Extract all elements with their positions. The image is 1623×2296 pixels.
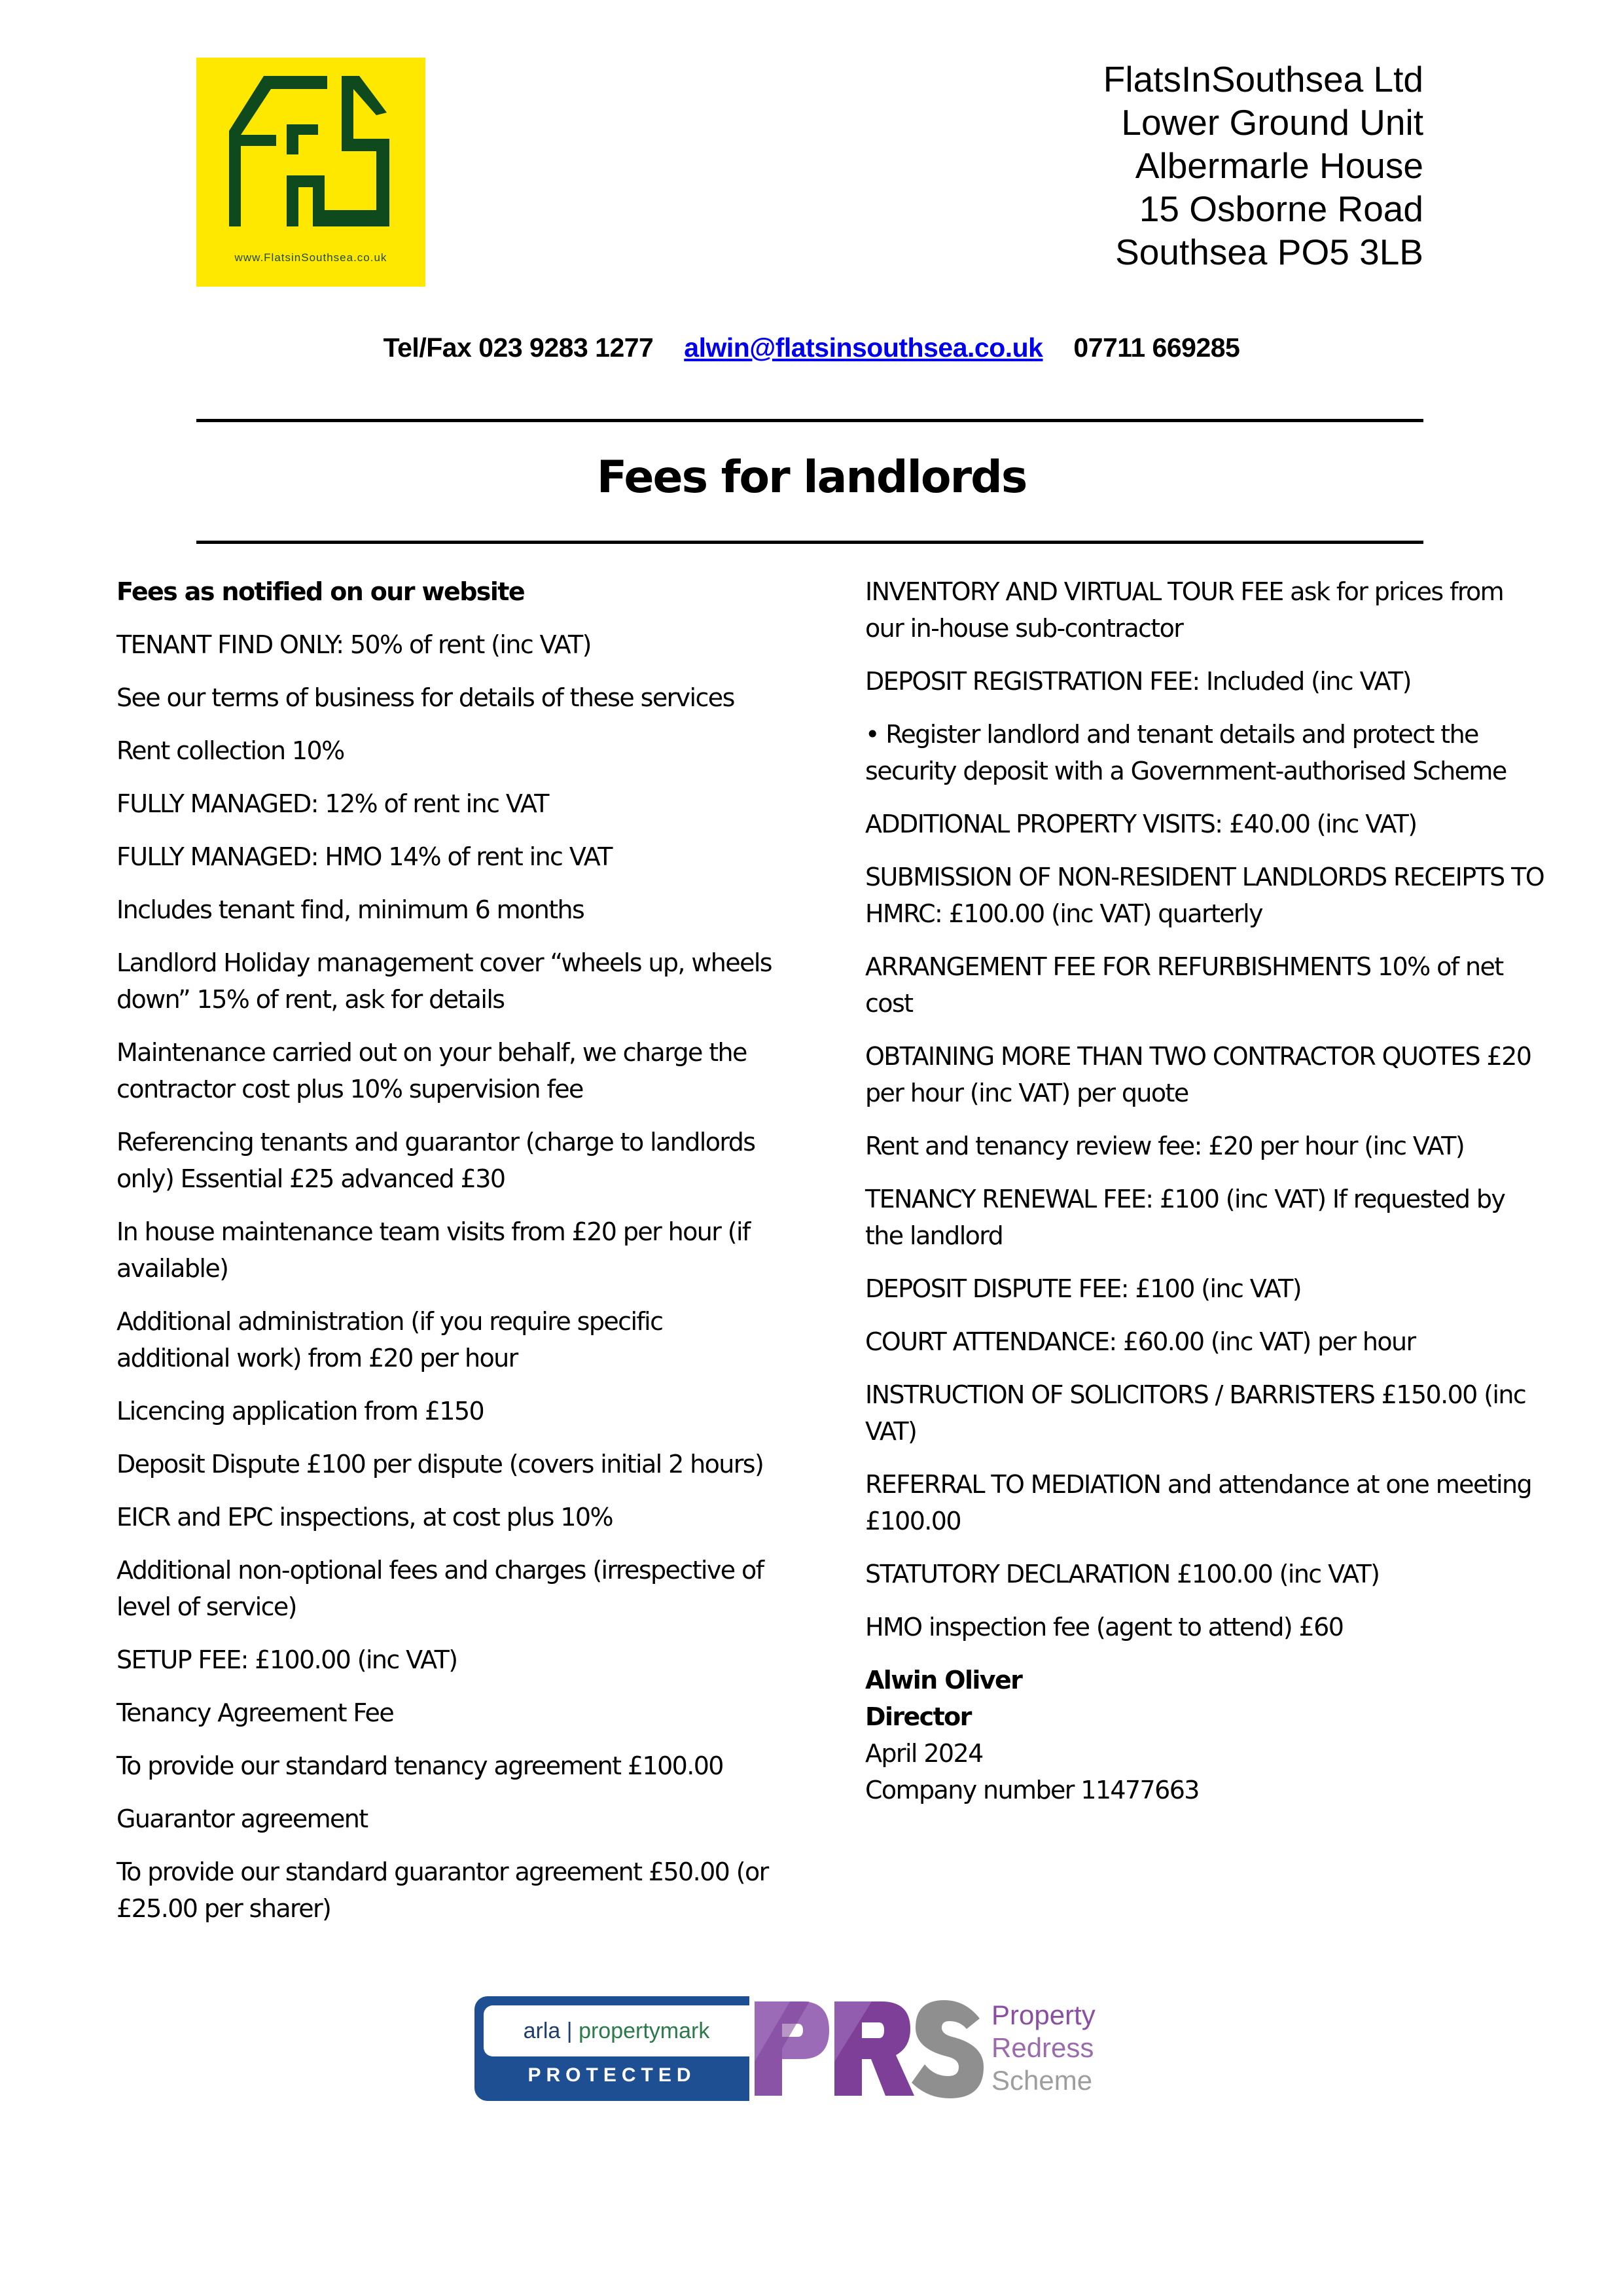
fee-item: EICR and EPC inspections, at cost plus 10% [116, 1503, 613, 1532]
page-title: Fees for landlords [596, 452, 1027, 503]
fee-item: STATUTORY DECLARATION £100.00 (inc VAT) [865, 1560, 1380, 1588]
fee-item: Includes tenant find, minimum 6 months [116, 895, 584, 924]
prs-line-scheme: Scheme [991, 2065, 1093, 2096]
fee-item: Rent collection 10% [116, 736, 344, 765]
fee-item: To provide our standard guarantor agreement £50.00 (or £25.00 per sharer) [116, 1857, 768, 1923]
address-line-company: FlatsInSouthsea Ltd [1103, 59, 1423, 99]
arla-protected-label: PROTECTED [527, 2064, 696, 2086]
divider-top [196, 419, 1423, 422]
signatory-name: Alwin Oliver [865, 1666, 1022, 1695]
fee-item: FULLY MANAGED: HMO 14% of rent inc VAT [116, 842, 612, 871]
fee-item: HMO inspection fee (agent to attend) £60 [865, 1613, 1344, 1641]
contact-line [0, 332, 1623, 363]
fee-item: To provide our standard tenancy agreement £100.00 [116, 1751, 723, 1780]
fee-item: OBTAINING MORE THAN TWO CONTRACTOR QUOTES £20 per hour (inc VAT) per quote [865, 1042, 1531, 1107]
fees-right-column [865, 573, 1546, 1808]
fee-item: COURT ATTENDANCE: £60.00 (inc VAT) per hour [865, 1327, 1416, 1356]
prs-wordmark [991, 1999, 1096, 2097]
address-line-building: Albermarle House [1135, 145, 1423, 186]
fee-item: DEPOSIT DISPUTE FEE: £100 (inc VAT) [865, 1274, 1301, 1303]
fee-item: Additional non-optional fees and charges (irrespective of level of service) [116, 1556, 764, 1621]
logo-website-text: www.FlatsinSouthsea.co.uk [234, 251, 387, 264]
fee-item: ADDITIONAL PROPERTY VISITS: £40.00 (inc VAT) [865, 810, 1417, 838]
company-logo [196, 58, 425, 287]
tel-fax: Tel/Fax 023 9283 1277 [383, 332, 654, 363]
fee-item: SETUP FEE: £100.00 (inc VAT) [116, 1645, 457, 1674]
signatory-role: Director [865, 1702, 971, 1731]
propertymark-text: propertymark [579, 2018, 710, 2043]
fee-item: REFERRAL TO MEDIATION and attendance at one meeting £100.00 [865, 1470, 1531, 1535]
fee-item: See our terms of business for details of these services [116, 683, 734, 712]
fee-item: INSTRUCTION OF SOLICITORS / BARRISTERS £150.00 (inc VAT) [865, 1380, 1526, 1446]
fee-item: Guarantor agreement [116, 1804, 368, 1833]
address-line-postcode: Southsea PO5 3LB [1115, 232, 1423, 272]
mobile-number: 07711 669285 [1073, 332, 1240, 363]
signature-block [865, 1662, 1546, 1808]
address-line-unit: Lower Ground Unit [1121, 102, 1423, 143]
fee-item: ARRANGEMENT FEE FOR REFURBISHMENTS 10% of net cost [865, 952, 1503, 1018]
fee-item: Referencing tenants and guarantor (charge to landlords only) Essential £25 advanced £30 [116, 1128, 755, 1193]
arla-separator: | [566, 2018, 573, 2043]
fee-item: SUBMISSION OF NON-RESIDENT LANDLORDS RECEIPTS TO HMRC: £100.00 (inc VAT) quarterly [865, 863, 1544, 928]
address-line-street: 15 Osborne Road [1139, 188, 1423, 229]
fee-item: TENANCY RENEWAL FEE: £100 (inc VAT) If requested by the landlord [865, 1185, 1505, 1250]
arla-text: arla [523, 2018, 561, 2043]
fee-item: TENANT FIND ONLY: 50% of rent (inc VAT) [116, 630, 591, 659]
company-number: Company number 11477663 [865, 1776, 1199, 1804]
fee-item: Rent and tenancy review fee: £20 per hour (inc VAT) [865, 1132, 1465, 1160]
section-heading: Fees as notified on our website [116, 577, 524, 606]
fee-item: In house maintenance team visits from £20 per hour (if available) [116, 1217, 750, 1283]
fee-item: INVENTORY AND VIRTUAL TOUR FEE ask for prices from our in-house sub-contractor [865, 577, 1504, 643]
fees-left-column [116, 573, 777, 1943]
prs-line-redress: Redress [991, 2032, 1094, 2063]
fee-item: Deposit Dispute £100 per dispute (covers initial 2 hours) [116, 1450, 764, 1479]
prs-line-property: Property [991, 2000, 1096, 2030]
fee-item: Maintenance carried out on your behalf, we charge the contractor cost plus 10% supervision fee [116, 1038, 747, 1103]
fee-item: Landlord Holiday management cover “wheels up, wheels down” 15% of rent, ask for details [116, 948, 772, 1014]
prs-letters-icon [751, 1996, 986, 2101]
arla-wordmark [484, 2005, 749, 2056]
fee-item: Tenancy Agreement Fee [116, 1698, 394, 1727]
fee-item: Additional administration (if you require specific additional work) from £20 per hour [116, 1307, 663, 1372]
divider-bottom [196, 541, 1423, 544]
fee-item: FULLY MANAGED: 12% of rent inc VAT [116, 789, 548, 818]
arla-propertymark-badge [474, 1996, 749, 2101]
fee-item: • Register landlord and tenant details and protect the security deposit with a Government-authorised Scheme [865, 720, 1507, 785]
document-date: April 2024 [865, 1739, 983, 1768]
fee-item: DEPOSIT REGISTRATION FEE: Included (inc VAT) [865, 667, 1411, 696]
email-link[interactable]: alwin@flatsinsouthsea.co.uk [684, 332, 1043, 363]
company-address [1103, 58, 1423, 274]
fee-item: Licencing application from £150 [116, 1397, 484, 1426]
